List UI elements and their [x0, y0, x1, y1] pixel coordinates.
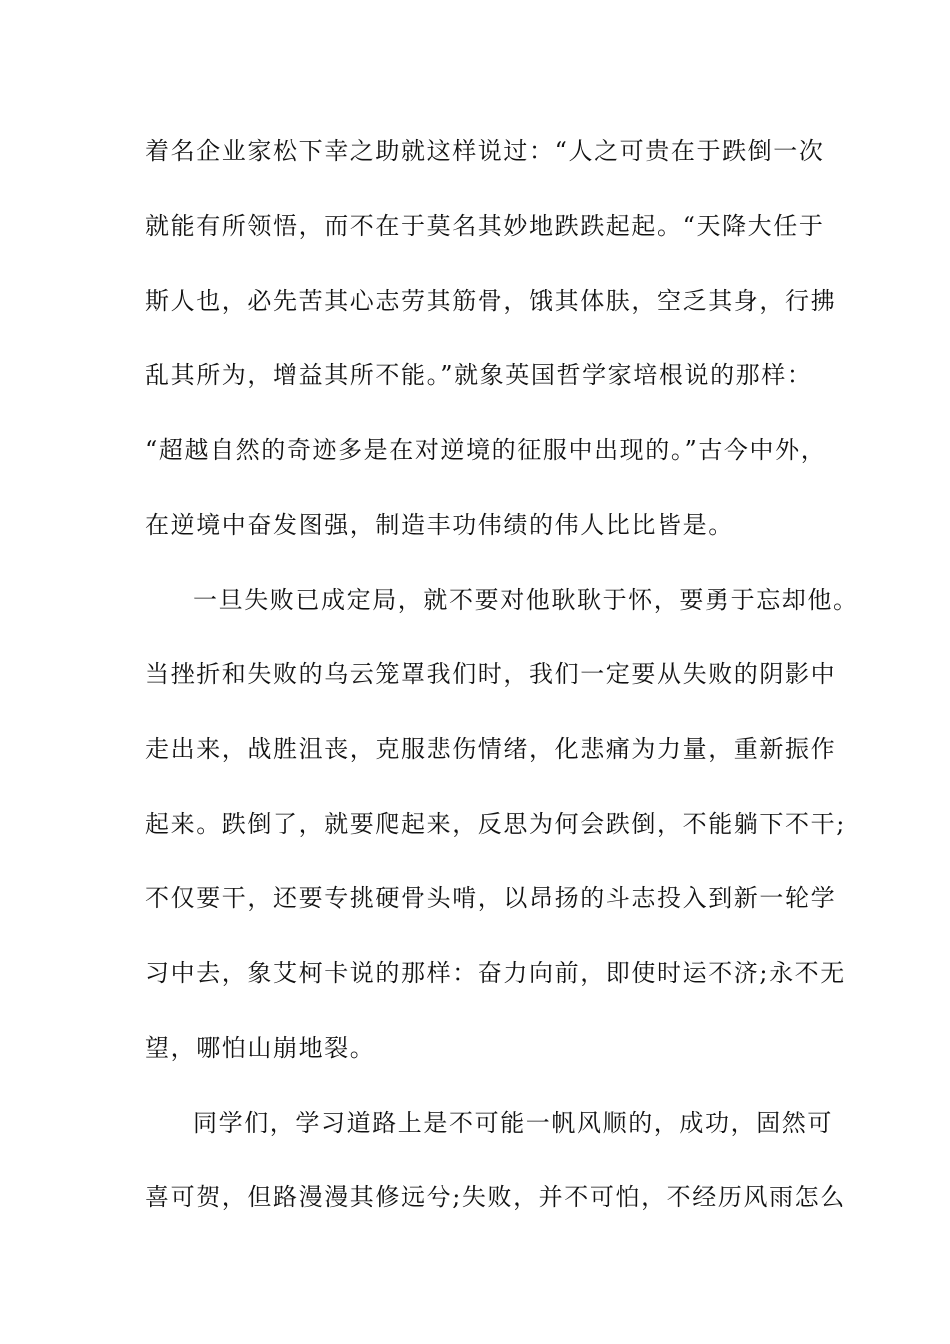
text-line: 习中去，象艾柯卡说的那样：奋力向前，即使时运不济;永不无 — [145, 959, 846, 987]
paragraph-first-line: 一旦失败已成定局，就不要对他耿耿于怀，要勇于忘却他。 — [193, 586, 859, 614]
text-line: 着名企业家松下幸之助就这样说过：“人之可贵在于跌倒一次 — [145, 137, 825, 165]
text-line: 望，哪怕山崩地裂。 — [145, 1034, 376, 1062]
text-line: 当挫折和失败的乌云笼罩我们时，我们一定要从失败的阴影中 — [145, 660, 837, 688]
text-line: 喜可贺，但路漫漫其修远兮;失败，并不可怕，不经历风雨怎么 — [145, 1183, 846, 1211]
text-line: 走出来，战胜沮丧，克服悲伤情绪，化悲痛为力量，重新振作 — [145, 735, 837, 763]
text-line: 就能有所领悟，而不在于莫名其妙地跌跌起起。“天降大任于 — [145, 212, 825, 240]
text-line: 在逆境中奋发图强，制造丰功伟绩的伟人比比皆是。 — [145, 511, 734, 539]
paragraph-first-line: 同学们，学习道路上是不可能一帆风顺的，成功，固然可 — [193, 1109, 833, 1137]
text-line: 乱其所为，增益其所不能。”就象英国哲学家培根说的那样： — [145, 361, 813, 389]
text-line: 斯人也，必先苦其心志劳其筋骨，饿其体肤，空乏其身，行拂 — [145, 287, 837, 315]
text-line: 不仅要干，还要专挑硬骨头啃，以昂扬的斗志投入到新一轮学 — [145, 884, 837, 912]
text-line: “超越自然的奇迹多是在对逆境的征服中出现的。”古今中外， — [145, 436, 827, 464]
text-line: 起来。跌倒了，就要爬起来，反思为何会跌倒，不能躺下不干; — [145, 810, 846, 838]
